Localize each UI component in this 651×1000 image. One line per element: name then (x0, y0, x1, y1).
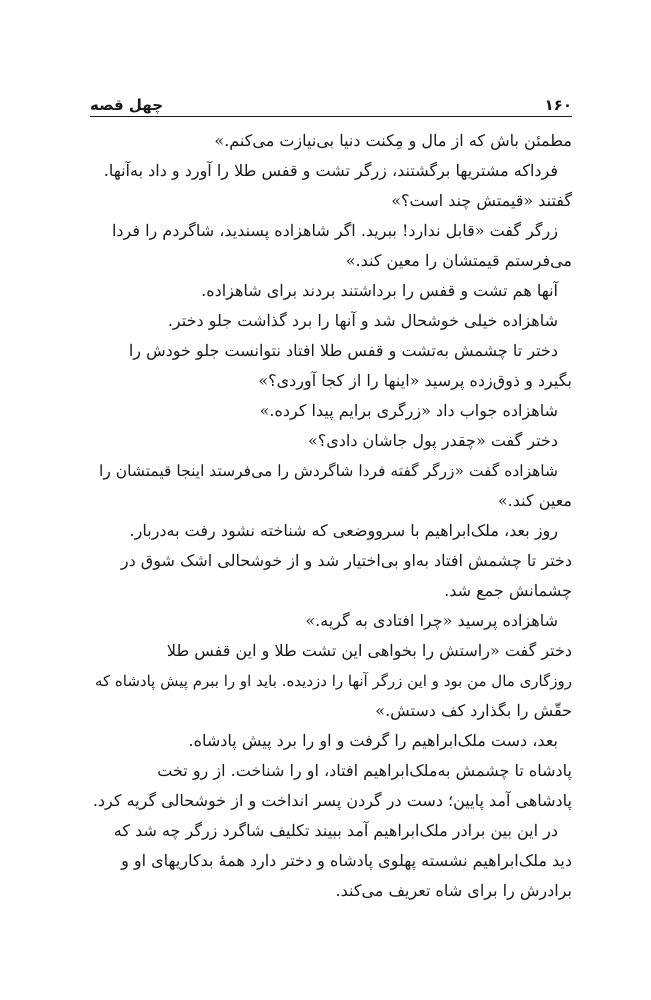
text-line: معین کند.» (497, 491, 572, 510)
page-number: ۱۶۰ (544, 96, 572, 114)
text-line: آنها هم تشت و قفس را برداشتند بردند برای شاهزاده. (201, 281, 558, 300)
text-line: می‌فرستم قیمتشان را معین کند.» (345, 251, 572, 270)
text-line: روزگاری مال من بود و این زرگر آنها را دزدیده. باید او را ببرم پیش پادشاه که (94, 672, 572, 690)
text-line: برادرش را برای شاه تعریف می‌کند. (335, 881, 572, 900)
text-line: روز بعد، ملک‌ابراهیم با سرووضعی که شناخته نشود رفت به‌دربار. (129, 521, 558, 540)
text-line: پادشاه تا چشمش به‌ملک‌ابراهیم افتاد، او را شناخت. از رو تخت (157, 761, 572, 780)
text-line: بگیرد و ذوق‌زده پرسید «اینها را از کجا آوردی؟» (258, 371, 572, 390)
body-text (90, 126, 572, 906)
text-line: دختر تا چشمش به‌تشت و قفس طلا افتاد نتوانست جلو خودش را (128, 341, 558, 360)
header-divider (90, 116, 572, 117)
text-line: مطمئن باش که از مال و مِکنت دنیا بی‌نیازت می‌کنم.» (214, 131, 572, 150)
book-title: چهل قصه (90, 96, 164, 114)
text-line: گفتند «قیمتش چند است؟» (391, 191, 572, 210)
text-line: شاهزاده پرسید «چرا افتادی به گریه.» (305, 611, 558, 630)
text-line: دید ملک‌ابراهیم نشسته پهلوی پادشاه و دختر دارد همهٔ بدکاریهای او و (121, 851, 572, 870)
text-line: زرگر گفت «قابل ندارد! ببرید. اگر شاهزاده پسندید، شاگردم را فردا (111, 221, 558, 240)
text-line: دختر تا چشمش افتاد به‌او بی‌اختیار شد و از خوشحالی اشک شوق در (120, 551, 572, 570)
text-line: فرداکه مشتریها برگشتند، زرگر تشت و قفس طلا را آورد و داد به‌آنها. (103, 161, 558, 180)
text-line: دختر گفت «راستش را بخواهی این تشت طلا و این قفس طلا (166, 641, 572, 660)
text-line: در این بین برادر ملک‌ابراهیم آمد ببیند تکلیف شاگرد زرگر چه شد که (113, 821, 558, 840)
text-line: پادشاهی آمد پایین؛ دست در گردن پسر انداخت و از خوشحالی گریه کرد. (92, 791, 572, 810)
text-line: بعد، دست ملک‌ابراهیم را گرفت و او را برد پیش پادشاه. (188, 731, 558, 750)
text-line: حقّش را بگذارد کف دستش.» (375, 701, 572, 720)
page-header (90, 86, 572, 114)
text-line: شاهزاده گفت «زرگر گفته فردا شاگردش را می‌فرستد اینجا قیمتشان را (99, 462, 558, 480)
text-line: دختر گفت «چقدر پول جاشان دادی؟» (307, 431, 558, 450)
text-line: شاهزاده خیلی خوشحال شد و آنها را برد گذاشت جلو دختر. (167, 311, 558, 330)
text-line: چشمانش جمع شد. (444, 581, 572, 600)
text-line: شاهزاده جواب داد «زرگری برایم پیدا کرده.» (259, 401, 558, 420)
